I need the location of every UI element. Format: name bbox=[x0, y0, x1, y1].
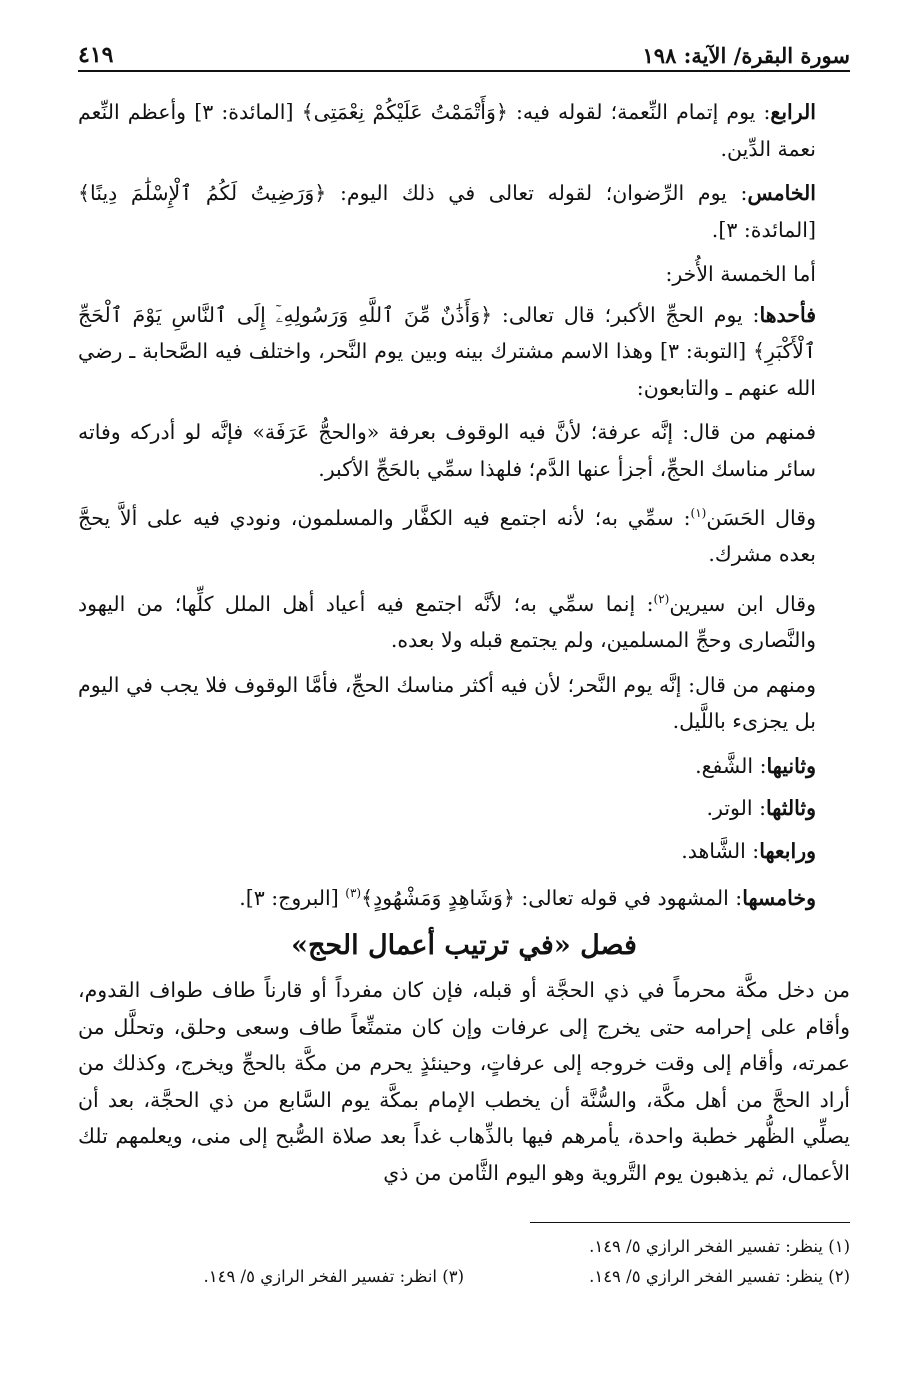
running-header bbox=[78, 32, 850, 72]
paragraph bbox=[78, 175, 850, 248]
paragraph bbox=[78, 414, 850, 487]
paragraph bbox=[78, 94, 850, 167]
paragraph-text: من دخل مكَّة محرماً في ذي الحجَّة أو قبله، فإن كان مفرداً أو قارناً طاف طواف القدوم، وأقام على إحرامه حتى يخرج إلى عرفات وإن كان متمتِّعاً طاف وسعى وحلق، وتحلَّل من عمرته، وأقام إلى وقت خروجه إلى عرفاتٍ، وحينئذٍ يحرم من مكَّة بالحجِّ ويخرج، وكذلك من أراد الحجَّ من أهل مكَّة، والسُّنَّة أن يخطب الإمام بمكَّة يوم السَّابع من ذي الحجَّة، بعد أن يصلِّي الظُّهر خطبة واحدة، يأمرهم فيها بالذِّهاب غداً بعد صلاة الصُّبح إلى منى، ويعلمهم تلك الأعمال، ثم يذهبون يوم التَّروية وهو اليوم الثَّامن من ذي bbox=[78, 978, 850, 1185]
paragraph-text: وقال ابن سيرين bbox=[669, 591, 816, 616]
list-lead: ورابعها bbox=[759, 838, 816, 863]
paragraph bbox=[78, 667, 850, 740]
list-text-tail: [البروج: ٣]. bbox=[239, 885, 346, 910]
footnote: (١) ينظر: تفسير الفخر الرازي ٥/ ١٤٩. bbox=[589, 1237, 850, 1256]
paragraph-lead: الرابع bbox=[770, 100, 816, 124]
paragraph-lead: الخامس bbox=[747, 181, 816, 205]
footnote: (٢) ينظر: تفسير الفخر الرازي ٥/ ١٤٩. bbox=[589, 1267, 850, 1286]
list-lead: وخامسها bbox=[742, 885, 816, 910]
footnote-row bbox=[78, 1232, 850, 1262]
paragraph-text: وقال الحَسَن bbox=[706, 505, 816, 530]
list-item bbox=[78, 833, 850, 870]
list-text: : الشَّفع. bbox=[695, 753, 767, 778]
list-item bbox=[78, 790, 850, 827]
paragraph-lead: فأحدها bbox=[759, 302, 816, 327]
section-paragraph bbox=[78, 972, 850, 1191]
paragraph-text: : سمِّي به؛ لأنه اجتمع فيه الكفَّار والمسلمون، ونودي فيه على ألاَّ يحجَّ بعده مشرك. bbox=[78, 505, 816, 567]
paragraph bbox=[78, 256, 850, 293]
page-number: ٤١٩ bbox=[78, 42, 114, 68]
paragraph bbox=[78, 297, 850, 407]
paragraph-text: : إنما سمِّي به؛ لأنَّه اجتمع فيه أعياد أهل الملل كلِّها؛ من اليهود والنَّصارى وحجِّ المسلمين، ولم يجتمع قبله ولا بعده. bbox=[78, 591, 816, 653]
page bbox=[78, 32, 850, 1199]
footnote-row bbox=[78, 1262, 850, 1292]
paragraph-text: أما الخمسة الأُخر: bbox=[665, 262, 816, 286]
list-text: : الوتر. bbox=[706, 796, 767, 821]
list-text: : المشهود في قوله تعالى: ﴿وَشَاهِدٍ وَمَشْهُودٍ﴾ bbox=[361, 885, 743, 910]
footnotes bbox=[78, 1232, 850, 1292]
section-title: فصل «في ترتيب أعمال الحج» bbox=[291, 930, 637, 962]
footnote-ref: (٣) bbox=[345, 886, 362, 901]
paragraph-text: : يوم الحجِّ الأكبر؛ قال تعالى: ﴿وَأَذَٰنٌ مِّنَ ٱللَّهِ وَرَسُولِهِۦٓ إِلَى ٱلنَّاسِ يَوْمَ ٱلْحَجِّ ٱلْأَكْبَرِ﴾ [التوبة: ٣] وهذا الاسم مشترك بينه وبين يوم النَّحر، واختلف فيه الصَّحابة ـ رضي الله عنهم ـ والتابعون: bbox=[78, 302, 816, 400]
list-item bbox=[78, 748, 850, 785]
paragraph-text: : يوم إتمام النِّعمة؛ لقوله فيه: ﴿وَأَتْمَمْتُ عَلَيْكُمْ نِعْمَتِى﴾ [المائدة: ٣] وأعظم النِّعم نعمة الدِّين. bbox=[78, 100, 816, 161]
list-item bbox=[78, 875, 850, 916]
paragraph bbox=[78, 581, 850, 659]
list-lead: وثانيها bbox=[766, 753, 816, 778]
list-lead: وثالثها bbox=[766, 796, 816, 821]
paragraph bbox=[78, 495, 850, 573]
paragraph-text: فمنهم من قال: إنَّه عرفة؛ لأنَّ فيه الوقوف بعرفة «والحجُّ عَرَفَة» فإنَّه لو أدركه وفاته سائر مناسك الحجِّ، أجزأ عنها الدَّم؛ فلهذا سمِّي بالحَجِّ الأكبر. bbox=[78, 420, 816, 481]
main-text bbox=[78, 94, 850, 1191]
footnote: (٣) انظر: تفسير الفخر الرازي ٥/ ١٤٩. bbox=[203, 1267, 464, 1286]
surah-ayah-heading: سورة البقرة/ الآية: ١٩٨ bbox=[642, 43, 850, 68]
paragraph-text: : يوم الرِّضوان؛ لقوله تعالى في ذلك اليوم: ﴿وَرَضِيتُ لَكُمُ ٱلْإِسْلَٰمَ دِينًا﴾ [المائدة: ٣]. bbox=[78, 181, 816, 242]
footnote-divider bbox=[530, 1222, 850, 1223]
list-text: : الشَّاهد. bbox=[681, 838, 760, 863]
footnote-ref: (١) bbox=[690, 506, 707, 520]
paragraph-text: ومنهم من قال: إنَّه يوم النَّحر؛ لأن فيه أكثر مناسك الحجِّ، فأمَّا الوقوف فلا يجب في اليوم بل يجزىء باللَّيل. bbox=[78, 672, 816, 734]
footnote-ref: (٢) bbox=[653, 591, 670, 606]
